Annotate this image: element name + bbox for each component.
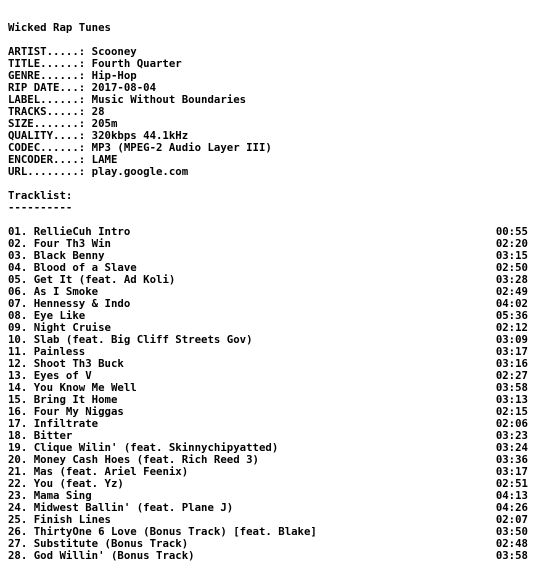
track-row (8, 442, 528, 454)
track-name: Eye Like (33, 310, 86, 322)
track-number: 27. (8, 538, 28, 550)
track-title (8, 454, 486, 466)
track-duration: 00:55 (495, 225, 528, 238)
track-name: Infiltrate (33, 418, 99, 430)
track-number: 05. (8, 274, 28, 286)
track-duration: 03:24 (495, 441, 528, 454)
track-number: 10. (8, 334, 28, 346)
track-number: 16. (8, 406, 28, 418)
track-row (8, 238, 528, 250)
info-key: ARTIST.....: (8, 46, 92, 58)
track-row (8, 526, 528, 538)
track-duration: 02:27 (495, 369, 528, 382)
info-key: GENRE......: (8, 70, 92, 82)
track-name: As I Smoke (33, 286, 99, 298)
track-number: 17. (8, 418, 28, 430)
track-row (8, 334, 528, 346)
track-name: God Willin' (Bonus Track) (33, 550, 195, 562)
track-duration: 03:23 (495, 429, 528, 442)
track-duration: 03:13 (495, 393, 528, 406)
nfo-document (8, 22, 528, 562)
track-title (8, 358, 486, 370)
track-title (8, 322, 486, 334)
track-name: Eyes of V (33, 370, 92, 382)
track-number: 26. (8, 526, 28, 538)
track-row (8, 226, 528, 238)
spacer (8, 178, 528, 190)
track-duration: 02:07 (495, 513, 528, 526)
track-row (8, 298, 528, 310)
track-number: 23. (8, 490, 28, 502)
track-title (8, 238, 486, 250)
track-duration: 03:28 (495, 273, 528, 286)
track-title (8, 406, 486, 418)
track-duration: 03:58 (495, 549, 528, 562)
track-name: Four My Niggas (33, 406, 124, 418)
track-number: 14. (8, 382, 28, 394)
info-row (8, 46, 528, 58)
track-number: 06. (8, 286, 28, 298)
track-name: Black Benny (33, 250, 105, 262)
track-row (8, 406, 528, 418)
track-row (8, 262, 528, 274)
track-title (8, 430, 486, 442)
track-name: ThirtyOne 6 Love (Bonus Track) [feat. Blake] (33, 526, 317, 538)
track-row (8, 394, 528, 406)
track-duration: 03:15 (495, 249, 528, 262)
track-duration: 02:49 (495, 285, 528, 298)
track-duration: 03:50 (495, 525, 528, 538)
track-title (8, 262, 486, 274)
tracklist (8, 226, 528, 562)
track-duration: 03:17 (495, 345, 528, 358)
info-value: Scooney (91, 46, 137, 58)
track-name: Hennessy & Indo (33, 298, 131, 310)
track-duration: 03:36 (495, 453, 528, 466)
tracklist-underline: ---------- (8, 202, 73, 214)
track-number: 21. (8, 466, 28, 478)
info-key: CODEC......: (8, 142, 92, 154)
track-title (8, 478, 486, 490)
track-name: Get It (feat. Ad Koli) (33, 274, 176, 286)
track-row (8, 490, 528, 502)
track-name: Painless (33, 346, 86, 358)
info-value: 205m (91, 118, 118, 130)
track-number: 02. (8, 238, 28, 250)
info-row (8, 142, 528, 154)
tracklist-heading: Tracklist: (8, 190, 73, 202)
track-title (8, 418, 486, 430)
track-name: Four Th3 Win (33, 238, 111, 250)
track-row (8, 250, 528, 262)
track-row (8, 430, 528, 442)
info-row (8, 118, 528, 130)
track-name: Money Cash Hoes (feat. Rich Reed 3) (33, 454, 259, 466)
track-number: 11. (8, 346, 28, 358)
release-info (8, 46, 528, 178)
track-row (8, 418, 528, 430)
track-row (8, 538, 528, 550)
track-title (8, 514, 486, 526)
track-name: Substitute (Bonus Track) (33, 538, 189, 550)
track-row (8, 358, 528, 370)
track-title (8, 466, 486, 478)
track-duration: 03:17 (495, 465, 528, 478)
track-row (8, 370, 528, 382)
track-name: Shoot Th3 Buck (33, 358, 124, 370)
spacer (8, 34, 528, 46)
track-row (8, 322, 528, 334)
track-duration: 02:20 (495, 237, 528, 250)
track-number: 25. (8, 514, 28, 526)
track-duration: 05:36 (495, 309, 528, 322)
track-name: You Know Me Well (33, 382, 137, 394)
track-row (8, 478, 528, 490)
track-row (8, 502, 528, 514)
track-name: You (feat. Yz) (33, 478, 124, 490)
track-row (8, 550, 528, 562)
track-title (8, 274, 486, 286)
info-row (8, 106, 528, 118)
info-key: URL........: (8, 166, 92, 178)
info-key: TRACKS.....: (8, 106, 92, 118)
track-title (8, 502, 486, 514)
track-row (8, 274, 528, 286)
track-number: 01. (8, 226, 28, 238)
track-number: 12. (8, 358, 28, 370)
track-duration: 04:13 (495, 489, 528, 502)
track-duration: 02:48 (495, 537, 528, 550)
info-key: RIP DATE...: (8, 82, 92, 94)
info-value: LAME (91, 154, 118, 166)
info-row (8, 82, 528, 94)
info-row (8, 70, 528, 82)
info-value: 2017-08-04 (91, 82, 157, 94)
info-value: Fourth Quarter (91, 58, 182, 70)
track-row (8, 382, 528, 394)
track-number: 19. (8, 442, 28, 454)
track-number: 18. (8, 430, 28, 442)
track-name: Finish Lines (33, 514, 111, 526)
track-name: Bring It Home (33, 394, 118, 406)
track-duration: 03:09 (495, 333, 528, 346)
info-value: 320kbps 44.1kHz (91, 130, 189, 142)
track-title (8, 310, 486, 322)
track-number: 15. (8, 394, 28, 406)
track-duration: 03:16 (495, 357, 528, 370)
track-title (8, 382, 486, 394)
track-title (8, 334, 486, 346)
track-row (8, 514, 528, 526)
track-title (8, 442, 486, 454)
track-name: Mas (feat. Ariel Feenix) (33, 466, 189, 478)
track-row (8, 454, 528, 466)
info-key: LABEL......: (8, 94, 92, 106)
info-row (8, 130, 528, 142)
spacer (8, 214, 528, 226)
track-title (8, 394, 486, 406)
track-number: 09. (8, 322, 28, 334)
track-number: 07. (8, 298, 28, 310)
track-title (8, 286, 486, 298)
track-name: Blood of a Slave (33, 262, 137, 274)
track-duration: 02:06 (495, 417, 528, 430)
track-name: RellieCuh Intro (33, 226, 131, 238)
info-row (8, 94, 528, 106)
info-key: TITLE......: (8, 58, 92, 70)
track-duration: 02:15 (495, 405, 528, 418)
track-name: Bitter (33, 430, 73, 442)
info-value: 28 (91, 106, 105, 118)
info-row (8, 166, 528, 178)
track-name: Mama Sing (33, 490, 92, 502)
track-name: Clique Wilin' (feat. Skinnychipyatted) (33, 442, 279, 454)
track-number: 03. (8, 250, 28, 262)
track-name: Night Cruise (33, 322, 111, 334)
track-duration: 02:51 (495, 477, 528, 490)
track-number: 22. (8, 478, 28, 490)
track-title (8, 550, 486, 562)
track-title (8, 226, 486, 238)
track-duration: 03:58 (495, 381, 528, 394)
track-duration: 04:02 (495, 297, 528, 310)
track-duration: 02:50 (495, 261, 528, 274)
track-number: 28. (8, 550, 28, 562)
track-row (8, 346, 528, 358)
page-title: Wicked Rap Tunes (8, 22, 111, 34)
info-value: Music Without Boundaries (91, 94, 247, 106)
info-key: SIZE.......: (8, 118, 92, 130)
track-title (8, 298, 486, 310)
track-row (8, 286, 528, 298)
info-value: MP3 (MPEG-2 Audio Layer III) (91, 142, 272, 154)
track-title (8, 250, 486, 262)
track-number: 08. (8, 310, 28, 322)
info-key: ENCODER....: (8, 154, 92, 166)
track-number: 04. (8, 262, 28, 274)
track-number: 24. (8, 502, 28, 514)
track-duration: 04:26 (495, 501, 528, 514)
info-row (8, 154, 528, 166)
track-row (8, 466, 528, 478)
track-title (8, 526, 486, 538)
track-number: 20. (8, 454, 28, 466)
track-title (8, 538, 486, 550)
track-duration: 02:12 (495, 321, 528, 334)
track-name: Slab (feat. Big Cliff Streets Gov) (33, 334, 253, 346)
info-row (8, 58, 528, 70)
track-title (8, 490, 486, 502)
info-value: Hip-Hop (91, 70, 137, 82)
track-number: 13. (8, 370, 28, 382)
track-row (8, 310, 528, 322)
track-title (8, 370, 486, 382)
info-value: play.google.com (91, 166, 189, 178)
info-key: QUALITY....: (8, 130, 92, 142)
track-name: Midwest Ballin' (feat. Plane J) (33, 502, 234, 514)
track-title (8, 346, 486, 358)
